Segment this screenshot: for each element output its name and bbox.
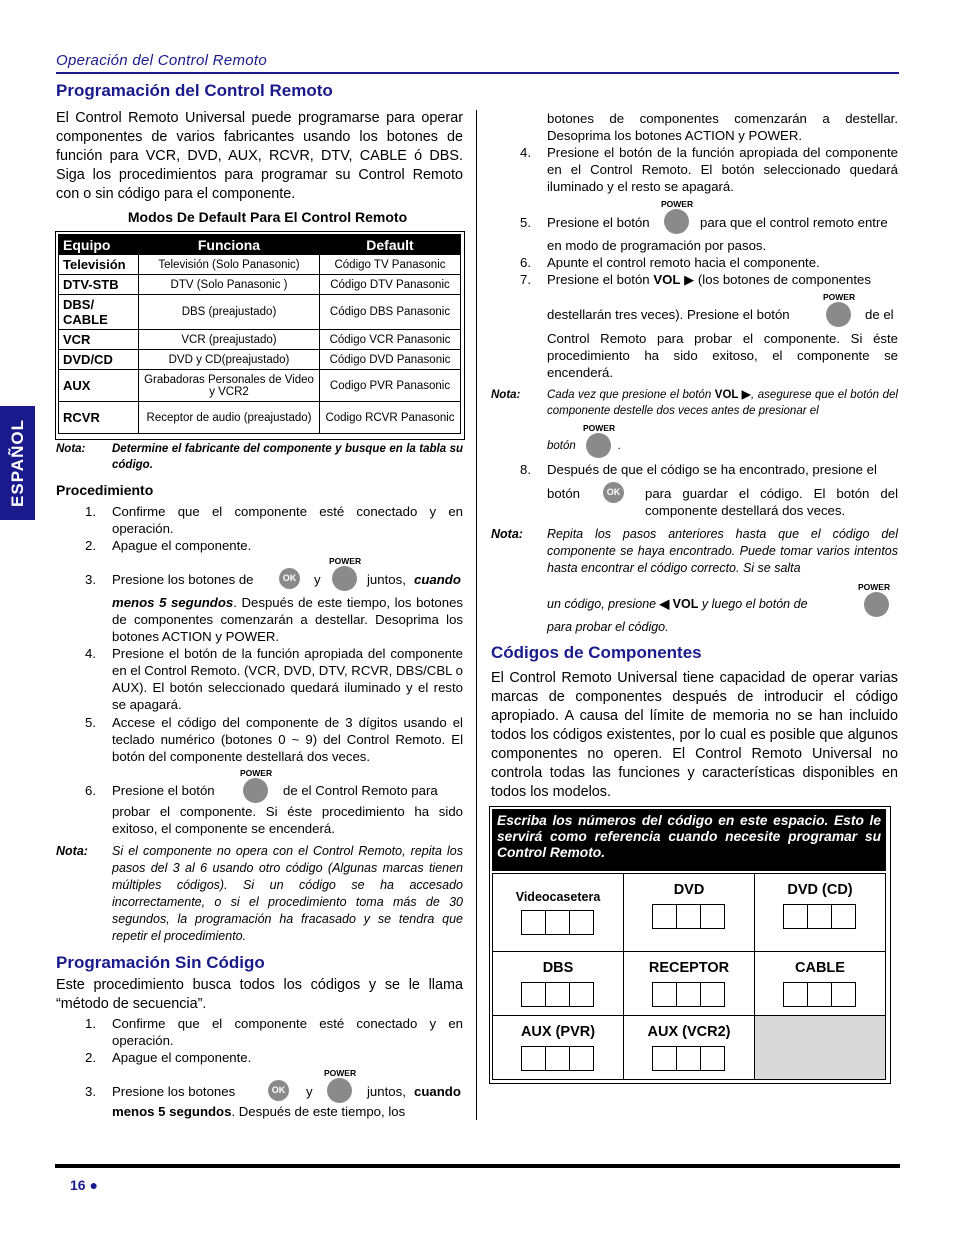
procedure-title: Procedimiento — [56, 482, 154, 498]
step-text: y — [306, 1084, 313, 1099]
note-part: Cada vez que presione el botón — [547, 389, 712, 401]
step-text-part: Presione el botón — [547, 272, 650, 287]
note-label: Nota: — [491, 527, 523, 541]
step-text-emphasis: cuando — [414, 1084, 461, 1099]
bottom-rule — [55, 1164, 900, 1168]
vol-right-label: VOL ▶ — [714, 389, 752, 401]
step-number: 4. — [85, 646, 96, 661]
vol-left-label: ◀ VOL — [659, 597, 699, 611]
step-text: de el — [865, 307, 894, 322]
step-emphasis: menos 5 segundos — [112, 595, 234, 610]
step-text: para guardar el código. El botón del componente destellará dos veces. — [645, 486, 898, 518]
table-cell: DTV-STB — [59, 275, 139, 295]
ok-button-icon: OK — [603, 482, 624, 503]
step-text: para que el control remoto entre — [700, 215, 888, 230]
power-button-icon — [664, 209, 689, 234]
note-text: Repita los pasos anteriores hasta que el código del componente se haya encontrado. Puede tomar varios intentos hasta encontrar el código correcto. Si se salta — [547, 527, 898, 575]
note-label: Nota: — [491, 389, 521, 401]
step-text — [112, 1103, 463, 1120]
step-text: Apague el componente. — [112, 538, 252, 553]
table-cell: Código DVD Panasonic — [320, 350, 461, 370]
step-number: 3. — [85, 572, 96, 587]
step-text: Presione el botón de la función apropiada del componente en el Control Remoto. El botón seleccionado quedará iluminado y el resto se apagará. — [547, 145, 898, 194]
power-button-icon — [327, 1078, 352, 1103]
table-cell: DTV (Solo Panasonic ) — [139, 275, 320, 295]
step-number: 7. — [520, 272, 531, 287]
power-button-icon — [826, 302, 851, 327]
power-label: POWER — [324, 1068, 357, 1078]
table-cell: DVD y CD(preajustado) — [139, 350, 320, 370]
column-divider — [476, 110, 477, 1120]
code-cell — [493, 952, 624, 1016]
step-text: y — [314, 572, 321, 587]
power-button-icon — [586, 433, 611, 458]
table-cell: DBS/ CABLE — [59, 295, 139, 330]
table-cell: Código VCR Panasonic — [320, 330, 461, 350]
col-header-default: Default — [320, 235, 461, 255]
step-text: juntos, — [367, 1084, 406, 1099]
col-header-equipo: Equipo — [59, 235, 139, 255]
note-text: para probar el código. — [547, 620, 669, 634]
modes-table-title: Modos De Default Para El Control Remoto — [127, 209, 408, 225]
step-text: Presione los botones de — [112, 572, 254, 587]
note-part: un código, presione — [547, 597, 657, 611]
code-entry-boxes[interactable] — [756, 904, 884, 929]
step-text-emphasis: cuando — [414, 572, 461, 587]
step-text: Accese el código del componente de 3 dígitos usando el teclado numérico (botones 0 ~ 9) del Control Remoto. El botón del componente destellará dos veces. — [112, 715, 463, 764]
code-cell — [755, 952, 886, 1016]
note-label: Nota: — [56, 443, 86, 455]
step-text — [547, 271, 898, 288]
power-label: POWER — [858, 582, 891, 592]
note-text — [547, 596, 808, 613]
step-continuation: . Después de este tiempo, los — [231, 1104, 406, 1119]
step-emphasis: menos 5 segundos — [112, 1104, 232, 1119]
step-text: Presione el botón — [112, 783, 215, 798]
note-text: Si el componente no opera con el Control Remoto, repita los pasos del 3 al 6 usando otro código (Algunas marcas tienen múltiples códigos). Si un código se ha accesado incorrectamente, o si el procedimiento toma más de 30 segundos, la programación ha fracasado y se tendra que repetir el procedimiento. — [112, 844, 463, 943]
step-number: 1. — [85, 1016, 96, 1031]
step-text: Presione el botón de la función apropiada del componente en el Control Remoto. (VCR, DVD, DTV, RCVR, DBS/CBL o AUX). El botón seleccionado quedará iluminado y el resto se apagará. — [112, 646, 463, 712]
table-cell: DVD/CD — [59, 350, 139, 370]
power-button-icon — [864, 592, 889, 617]
power-button-icon — [243, 778, 268, 803]
step-continuation: botones de componentes comenzarán a destellar. Desoprima los botones ACTION y POWER. — [547, 111, 898, 143]
code-cell — [755, 874, 886, 952]
intro3-paragraph: El Control Remoto Universal tiene capacidad de operar varias marcas de componentes después de introducir el código apropiado. A causa del límite de memoria no se han incluido todos los códigos existentes, por lo cual es posible que algunos componentes no operen. El Control Remoto Universal no controla todas las funciones y características disponibles en todos los modelos. — [491, 670, 898, 800]
codes-grid — [492, 873, 886, 1079]
step-continuation: . Después de este tiempo, los botones de componentes comenzarán a destellar. Desoprima los botones ACTION y POWER. — [112, 595, 464, 644]
step-number: 6. — [85, 783, 96, 798]
language-side-tab — [0, 406, 35, 520]
step-number: 1. — [85, 504, 96, 519]
codes-instructions — [492, 809, 886, 871]
section-title-programacion: Programación del Control Remoto — [56, 81, 333, 100]
code-entry-boxes[interactable] — [494, 982, 622, 1007]
step-text: juntos, — [367, 572, 406, 587]
step-number: 5. — [85, 715, 96, 730]
code-entry-boxes[interactable] — [625, 1046, 753, 1071]
power-label: POWER — [240, 768, 273, 778]
step-text: Después de que el código se ha encontrado, presione el — [547, 462, 877, 477]
step-text: botón — [547, 486, 581, 501]
intro-paragraph: El Control Remoto Universal puede programarse para operar componentes de varios fabricantes usando los botones de función para VCR, DVD, AUX, RCVR, DTV, CABLE ó DBS. Siga los procedimientos para programar su Control Remoto con o sin código para el componente. — [56, 110, 463, 202]
table-cell: RCVR — [59, 402, 139, 434]
modes-table — [58, 234, 460, 434]
table-cell: Código TV Panasonic — [320, 255, 461, 275]
code-cell — [624, 1016, 755, 1080]
code-cell-empty — [755, 1016, 886, 1080]
intro2-paragraph: Este procedimiento busca todos los códigos y se le llama “método de secuencia”. — [56, 977, 463, 1012]
step-number: 5. — [520, 215, 531, 230]
power-button-icon — [332, 566, 357, 591]
section-title-sin-codigo: Programación Sin Código — [56, 953, 265, 972]
col-header-funciona: Funciona — [139, 235, 320, 255]
power-label: POWER — [583, 423, 616, 433]
step-text: Apunte el control remoto hacia el componente. — [547, 255, 820, 270]
note-part: y luego el botón de — [701, 597, 808, 611]
code-label: AUX (VCR2) — [647, 1024, 731, 1040]
table-cell: VCR — [59, 330, 139, 350]
step-text: destellarán tres veces). Presione el botón — [547, 307, 790, 322]
step-text: probar el componente. Si éste procedimiento ha sido exitoso, el componente se encenderá. — [112, 804, 463, 836]
ok-button-icon: OK — [268, 1080, 289, 1101]
code-label: DVD (CD) — [787, 882, 853, 898]
ok-button-icon: OK — [279, 568, 300, 589]
table-cell: Codigo PVR Panasonic — [320, 370, 461, 402]
code-cell — [624, 952, 755, 1016]
table-cell: Televisión (Solo Panasonic) — [139, 255, 320, 275]
step-text: Apague el componente. — [112, 1050, 252, 1065]
codes-header-text: Escriba los números del código en este espacio. Esto le servirá como referencia cuando necesite programar su Control Remoto. — [497, 813, 881, 860]
table-cell: DBS (preajustado) — [139, 295, 320, 330]
code-label: DVD — [673, 882, 705, 898]
table-cell: AUX — [59, 370, 139, 402]
note-part: , asegurese que el botón del componente destelle dos veces antes de presionar el — [547, 389, 898, 417]
step-text — [112, 594, 463, 645]
power-label: POWER — [823, 292, 856, 302]
code-entry-boxes[interactable] — [756, 982, 884, 1007]
code-label: RECEPTOR — [648, 960, 730, 976]
step-number: 3. — [85, 1084, 96, 1099]
code-entry-boxes[interactable] — [625, 982, 753, 1007]
step-text: Presione los botones — [112, 1084, 236, 1099]
code-cell — [493, 874, 624, 952]
table-cell: Receptor de audio (preajustado) — [139, 402, 320, 434]
step-text: Control Remoto para probar el componente. Si éste procedimiento ha sido exitoso, el componente se encenderá. — [547, 331, 898, 380]
page-number: 16 ● — [70, 1177, 98, 1193]
power-label: POWER — [661, 199, 694, 209]
code-entry-boxes[interactable] — [625, 904, 753, 929]
step-number: 2. — [85, 1050, 96, 1065]
step-text: de el Control Remoto para — [283, 783, 438, 798]
step-text-part: ▶ (los botones de componentes — [684, 272, 871, 287]
vol-label: VOL — [653, 272, 681, 287]
step-text: Confirme que el componente esté conectado y en operación. — [112, 504, 463, 536]
note-text: botón — [547, 440, 576, 452]
table-cell: Codigo RCVR Panasonic — [320, 402, 461, 434]
code-label: CABLE — [795, 960, 845, 976]
code-label: Videocasetera — [515, 890, 601, 904]
step-text: Confirme que el componente esté conectado y en operación. — [112, 1016, 463, 1048]
step-text: Presione el botón — [547, 215, 650, 230]
code-entry-boxes[interactable] — [494, 910, 622, 935]
running-head: Operación del Control Remoto — [56, 52, 899, 74]
note-label: Nota: — [56, 844, 88, 858]
table-cell: Grabadoras Personales de Video y VCR2 — [139, 370, 320, 402]
side-tab-label: ESPAÑOL — [7, 419, 27, 507]
table-cell: Código DBS Panasonic — [320, 295, 461, 330]
note-text — [547, 387, 898, 419]
step-number: 6. — [520, 255, 531, 270]
table-cell: Televisión — [59, 255, 139, 275]
code-label: AUX (PVR) — [520, 1024, 596, 1040]
code-label: DBS — [542, 960, 574, 976]
step-number: 2. — [85, 538, 96, 553]
section-title-codigos: Códigos de Componentes — [491, 643, 702, 662]
table-cell: Código DTV Panasonic — [320, 275, 461, 295]
code-cell — [624, 874, 755, 952]
note-text: . — [618, 440, 622, 452]
note-text: Determine el fabricante del componente y busque en la tabla su código. — [112, 443, 463, 471]
power-label: POWER — [329, 556, 362, 566]
code-entry-boxes[interactable] — [494, 1046, 622, 1071]
step-number: 8. — [520, 462, 531, 477]
step-number: 4. — [520, 145, 531, 160]
step-text: en modo de programación por pasos. — [547, 238, 767, 253]
table-cell: VCR (preajustado) — [139, 330, 320, 350]
code-cell — [493, 1016, 624, 1080]
